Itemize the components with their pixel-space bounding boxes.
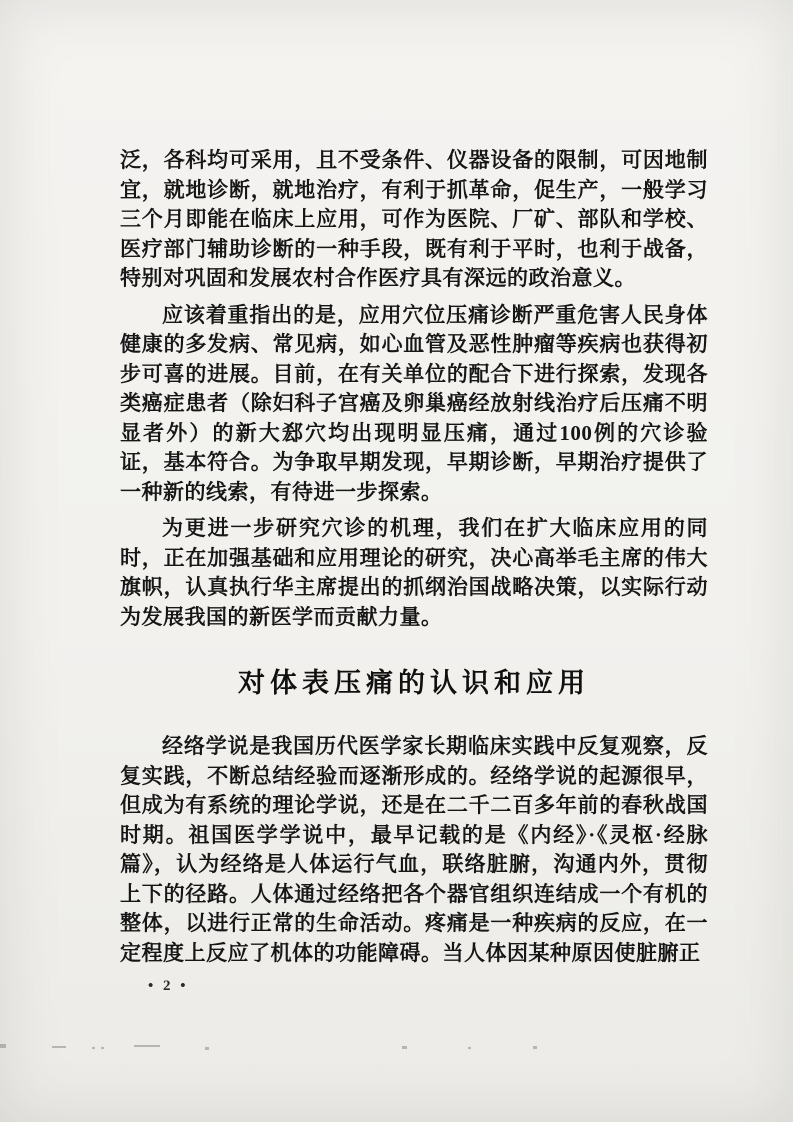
- page-number: • 2 •: [148, 978, 189, 994]
- body-paragraph: 为更进一步研究穴诊的机理，我们在扩大临床应用的同时，正在加强基础和应用理论的研究，决心高举毛主席的伟大旗帜，认真执行华主席提出的抓纲治国战略决策，以实际行动为发展我国的新医学而贡献力量。: [120, 516, 708, 629]
- section-paragraph: 经络学说是我国历代医学家长期临床实践中反复观察，反复实践，不断总结经验而逐渐形成的。经络学说的起源很早，但成为有系统的理论学说，还是在二千二百多年前的春秋战国时期。祖国医学学说中，最早记载的是《内经》·《灵枢·经脉篇》，认为经络是人体运行气血，联络脏腑，沟通内外，贯彻上下的径路。人体通过经络把各个器官组织连结成一个有机的整体，以进行正常的生命活动。疼痛是一种疾病的反应，在一定程度上反应了机体的功能障碍。当人体因某种原因使脏腑正: [120, 734, 708, 965]
- scan-artifacts: [0, 1042, 793, 1052]
- body-paragraph-continuation: 泛，各科均可采用，且不受条件、仪器设备的限制，可因地制宜，就地诊断，就地治疗，有利于抓革命，促生产，一般学习三个月即能在临床上应用，可作为医院、厂矿、部队和学校、医疗部门辅助诊断的一种手段，既有利于平时，也利于战备，特别对巩固和发展农村合作医疗具有深远的政治意义。: [120, 148, 708, 290]
- section-heading: 对体表压痛的认识和应用: [238, 668, 590, 698]
- page-body: [120, 146, 708, 995]
- body-paragraph: 应该着重指出的是，应用穴位压痛诊断严重危害人民身体健康的多发病、常见病，如心血管及恶性肿瘤等疾病也获得初步可喜的进展。目前，在有关单位的配合下进行探索，发现各类癌症患者（除妇科子宫癌及卵巢癌经放射线治疗后压痛不明显者外）的新大郄穴均出现明显压痛，通过100例的穴诊验证，基本符合。为争取早期发现，早期诊断，早期治疗提供了一种新的线索，有待进一步探索。: [120, 302, 708, 504]
